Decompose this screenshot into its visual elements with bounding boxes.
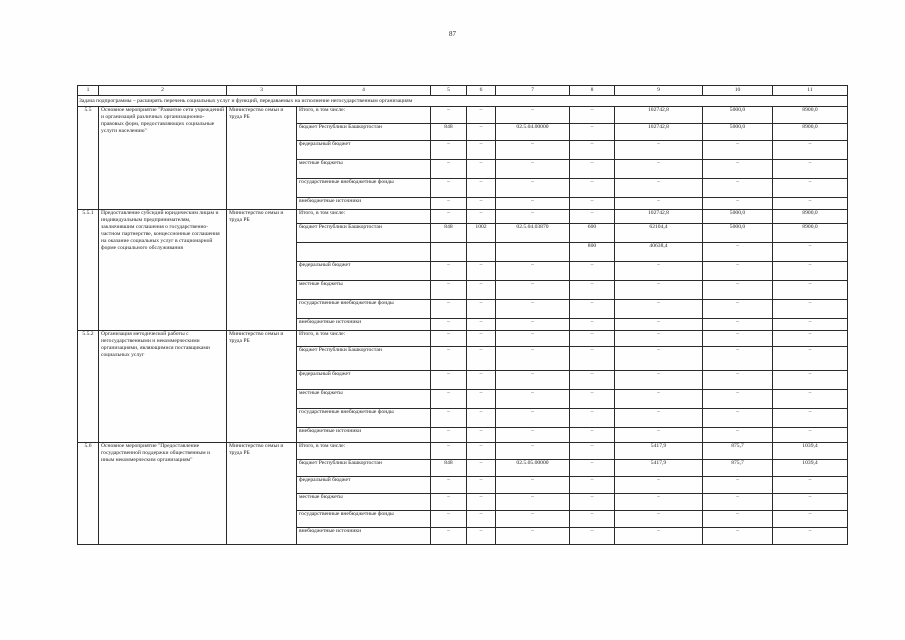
col8-value: 600 [570, 224, 615, 243]
col10-value: – [703, 511, 773, 528]
col9-value: 5417,9 [615, 443, 703, 460]
col8-value: – [570, 281, 615, 300]
col8-value: – [570, 460, 615, 477]
task-text: Задача подпрограммы – расширять перечень социальных услуг и функций, передаваемых на исполнение негосударственным организациям [78, 96, 848, 107]
col11-value: – [773, 390, 848, 409]
col8-value: – [570, 107, 615, 124]
col9-value: – [615, 300, 703, 319]
col7-value: – [496, 141, 570, 160]
col11-value: – [773, 428, 848, 443]
item-description: Основное мероприятие "Предоставление государственной поддержки общественным и иным некоммерческим организациям" [99, 443, 227, 545]
col9-value: – [615, 347, 703, 371]
col7-value: – [496, 390, 570, 409]
col10-value: 875,7 [703, 443, 773, 460]
col9-value: – [615, 371, 703, 390]
col5-value: – [431, 262, 467, 281]
col8-value: 800 [570, 243, 615, 262]
col11-value: – [773, 262, 848, 281]
funding-source: государственные внебюджетные фонды [297, 300, 431, 319]
col6-value: – [467, 347, 496, 371]
col5-value [431, 243, 467, 262]
col11-value: 1039,4 [773, 460, 848, 477]
col5-value: – [431, 371, 467, 390]
col6-value: – [467, 141, 496, 160]
col10-value: 5000,0 [703, 224, 773, 243]
item-code: 5.5.1 [78, 210, 99, 331]
col7-value: – [496, 262, 570, 281]
col8-value: – [570, 331, 615, 347]
col8-value: – [570, 347, 615, 371]
col8-value: – [570, 160, 615, 179]
col10-value: 5000,0 [703, 124, 773, 141]
col5-value: – [431, 511, 467, 528]
col9-value: – [615, 141, 703, 160]
funding-source: внебюджетные источники [297, 319, 431, 331]
col6-value: 1002 [467, 224, 496, 243]
col6-value: – [467, 477, 496, 494]
col8-value: – [570, 494, 615, 511]
col11-value: – [773, 371, 848, 390]
column-number: 7 [496, 86, 570, 96]
col11-value: 1039,4 [773, 443, 848, 460]
col11-value: – [773, 511, 848, 528]
col8-value: – [570, 179, 615, 198]
col10-value: – [703, 160, 773, 179]
col10-value: – [703, 243, 773, 262]
col8-value: – [570, 319, 615, 331]
col6-value: – [467, 390, 496, 409]
col7-value: – [496, 319, 570, 331]
col8-value: – [570, 262, 615, 281]
funding-source: государственные внебюджетные фонды [297, 179, 431, 198]
col9-value: – [615, 409, 703, 428]
col7-value: 02.5.04.00000 [496, 124, 570, 141]
column-number-row [78, 86, 848, 96]
col5-value: – [431, 347, 467, 371]
col7-value: 02.5.04.03870 [496, 224, 570, 243]
col11-value: – [773, 141, 848, 160]
funding-source: бюджет Республики Башкортостан [297, 347, 431, 371]
col8-value: – [570, 300, 615, 319]
col9-value: 40638,4 [615, 243, 703, 262]
col9-value: 102742,8 [615, 124, 703, 141]
col5-value: – [431, 443, 467, 460]
col7-value: – [496, 281, 570, 300]
item-executor: Министерство семьи и труда РБ [227, 210, 297, 331]
col6-value: – [467, 319, 496, 331]
col7-value: – [496, 331, 570, 347]
col6-value: – [467, 443, 496, 460]
col10-value: – [703, 198, 773, 210]
item-code: 5.5.2 [78, 331, 99, 443]
funding-source: бюджет Республики Башкортостан [297, 460, 431, 477]
col7-value: – [496, 300, 570, 319]
col7-value: – [496, 511, 570, 528]
funding-source: Итого, в том числе: [297, 331, 431, 347]
col10-value: – [703, 347, 773, 371]
col7-value [496, 243, 570, 262]
funding-source: Итого, в том числе: [297, 210, 431, 224]
col11-value: – [773, 331, 848, 347]
col7-value: – [496, 210, 570, 224]
task-row [78, 96, 848, 107]
col6-value: – [467, 528, 496, 545]
col8-value: – [570, 210, 615, 224]
col10-value: – [703, 262, 773, 281]
col6-value: – [467, 494, 496, 511]
table-row [78, 107, 848, 124]
funding-source: бюджет Республики Башкортостан [297, 124, 431, 141]
col5-value: – [431, 528, 467, 545]
col6-value: – [467, 460, 496, 477]
table-row [78, 331, 848, 347]
col10-value: – [703, 281, 773, 300]
col11-value: – [773, 243, 848, 262]
col5-value: 848 [431, 224, 467, 243]
col10-value: – [703, 390, 773, 409]
funding-source: Итого, в том числе: [297, 443, 431, 460]
col6-value: – [467, 160, 496, 179]
funding-source: федеральный бюджет [297, 477, 431, 494]
col6-value: – [467, 331, 496, 347]
column-number: 6 [467, 86, 496, 96]
col6-value: – [467, 124, 496, 141]
col7-value: – [496, 528, 570, 545]
col10-value: – [703, 319, 773, 331]
col5-value: – [431, 198, 467, 210]
col11-value: – [773, 281, 848, 300]
col5-value: – [431, 210, 467, 224]
col7-value: – [496, 494, 570, 511]
col11-value: – [773, 160, 848, 179]
funding-source: внебюджетные источники [297, 198, 431, 210]
col5-value: – [431, 160, 467, 179]
funding-source: внебюджетные источники [297, 428, 431, 443]
col9-value: – [615, 494, 703, 511]
item-description: Основное мероприятие "Развитие сети учреждений и организаций различных организационно-правовых форм, предоставляющих социальные услуги населению" [99, 107, 227, 210]
funding-source [297, 243, 431, 262]
column-number: 11 [773, 86, 848, 96]
table-row [78, 210, 848, 224]
col7-value: – [496, 428, 570, 443]
col7-value: – [496, 198, 570, 210]
item-code: 5.6 [78, 443, 99, 545]
col8-value: – [570, 390, 615, 409]
table-row [78, 443, 848, 460]
col8-value: – [570, 443, 615, 460]
col5-value: – [431, 141, 467, 160]
col5-value: – [431, 390, 467, 409]
column-number: 2 [99, 86, 227, 96]
col7-value: – [496, 160, 570, 179]
col8-value: – [570, 428, 615, 443]
funding-source: внебюджетные источники [297, 528, 431, 545]
funding-source: Итого, в том числе: [297, 107, 431, 124]
col10-value: – [703, 331, 773, 347]
col11-value: – [773, 300, 848, 319]
col10-value: – [703, 300, 773, 319]
col11-value: – [773, 409, 848, 428]
col9-value: 5417,9 [615, 460, 703, 477]
col9-value: – [615, 477, 703, 494]
col6-value: – [467, 107, 496, 124]
funding-source: федеральный бюджет [297, 262, 431, 281]
col6-value: – [467, 409, 496, 428]
col5-value: – [431, 107, 467, 124]
col10-value: – [703, 179, 773, 198]
funding-source: местные бюджеты [297, 494, 431, 511]
col11-value: – [773, 528, 848, 545]
item-description: Организация методической работы с негосударственными и некоммерческими организациями, являющимися поставщиками социальных услуг [99, 331, 227, 443]
col5-value: – [431, 281, 467, 300]
col11-value: 8900,0 [773, 224, 848, 243]
col6-value: – [467, 281, 496, 300]
col6-value: – [467, 210, 496, 224]
col6-value: – [467, 371, 496, 390]
col7-value: – [496, 179, 570, 198]
col6-value: – [467, 428, 496, 443]
col5-value: – [431, 494, 467, 511]
col5-value: – [431, 477, 467, 494]
funding-source: местные бюджеты [297, 281, 431, 300]
col5-value: – [431, 179, 467, 198]
col6-value: – [467, 511, 496, 528]
col11-value: – [773, 319, 848, 331]
col8-value: – [570, 409, 615, 428]
col9-value: – [615, 160, 703, 179]
col9-value: – [615, 428, 703, 443]
col5-value: 848 [431, 124, 467, 141]
col11-value: – [773, 347, 848, 371]
col5-value: – [431, 331, 467, 347]
col7-value: – [496, 409, 570, 428]
col10-value: – [703, 528, 773, 545]
column-number: 10 [703, 86, 773, 96]
col10-value: – [703, 371, 773, 390]
col10-value: – [703, 477, 773, 494]
col11-value: 8900,0 [773, 107, 848, 124]
col11-value: 8900,0 [773, 210, 848, 224]
column-number: 5 [431, 86, 467, 96]
item-executor: Министерство семьи и труда РБ [227, 107, 297, 210]
col10-value: – [703, 494, 773, 511]
col7-value: 02.5.05.00000 [496, 460, 570, 477]
col8-value: – [570, 477, 615, 494]
col10-value: – [703, 428, 773, 443]
col10-value: – [703, 141, 773, 160]
column-number: 3 [227, 86, 297, 96]
funding-source: государственные внебюджетные фонды [297, 511, 431, 528]
col7-value: – [496, 107, 570, 124]
item-code: 5.5 [78, 107, 99, 210]
col11-value: – [773, 198, 848, 210]
col9-value: – [615, 511, 703, 528]
item-description: Предоставление субсидий юридическим лицам и индивидуальным предпринимателям, заключившим соглашения о государственно-частном партнерстве, концессионные соглашения на оказание социальных услуг в стационарной форме социального обслуживания [99, 210, 227, 331]
col8-value: – [570, 141, 615, 160]
col10-value: 5000,0 [703, 210, 773, 224]
col7-value: – [496, 347, 570, 371]
page-number: 87 [449, 30, 456, 38]
col9-value: – [615, 198, 703, 210]
col6-value [467, 243, 496, 262]
col9-value: – [615, 331, 703, 347]
col6-value: – [467, 300, 496, 319]
funding-source: государственные внебюджетные фонды [297, 409, 431, 428]
col11-value: – [773, 179, 848, 198]
col9-value: – [615, 390, 703, 409]
col5-value: – [431, 319, 467, 331]
col5-value: – [431, 300, 467, 319]
col6-value: – [467, 262, 496, 281]
col8-value: – [570, 124, 615, 141]
col7-value: – [496, 477, 570, 494]
budget-table [77, 85, 848, 545]
col11-value: 8900,0 [773, 124, 848, 141]
col7-value: – [496, 443, 570, 460]
col5-value: – [431, 428, 467, 443]
col9-value: – [615, 319, 703, 331]
column-number: 4 [297, 86, 431, 96]
funding-source: местные бюджеты [297, 390, 431, 409]
col9-value: 102742,8 [615, 107, 703, 124]
col11-value: – [773, 477, 848, 494]
funding-source: федеральный бюджет [297, 141, 431, 160]
col7-value: – [496, 371, 570, 390]
col10-value: 875,7 [703, 460, 773, 477]
column-number: 9 [615, 86, 703, 96]
col8-value: – [570, 511, 615, 528]
column-number: 8 [570, 86, 615, 96]
col8-value: – [570, 371, 615, 390]
item-executor: Министерство семьи и труда РБ [227, 443, 297, 545]
col9-value: – [615, 528, 703, 545]
col5-value: 848 [431, 460, 467, 477]
col9-value: – [615, 179, 703, 198]
item-executor: Министерство семьи и труда РБ [227, 331, 297, 443]
col11-value: – [773, 494, 848, 511]
col9-value: 102742,8 [615, 210, 703, 224]
funding-source: бюджет Республики Башкортостан [297, 224, 431, 243]
col10-value: 5000,0 [703, 107, 773, 124]
col8-value: – [570, 528, 615, 545]
column-number: 1 [78, 86, 99, 96]
col6-value: – [467, 179, 496, 198]
col9-value: – [615, 281, 703, 300]
col6-value: – [467, 198, 496, 210]
col9-value: 62104,4 [615, 224, 703, 243]
col8-value: – [570, 198, 615, 210]
col10-value: – [703, 409, 773, 428]
col5-value: – [431, 409, 467, 428]
col9-value: – [615, 262, 703, 281]
funding-source: местные бюджеты [297, 160, 431, 179]
funding-source: федеральный бюджет [297, 371, 431, 390]
